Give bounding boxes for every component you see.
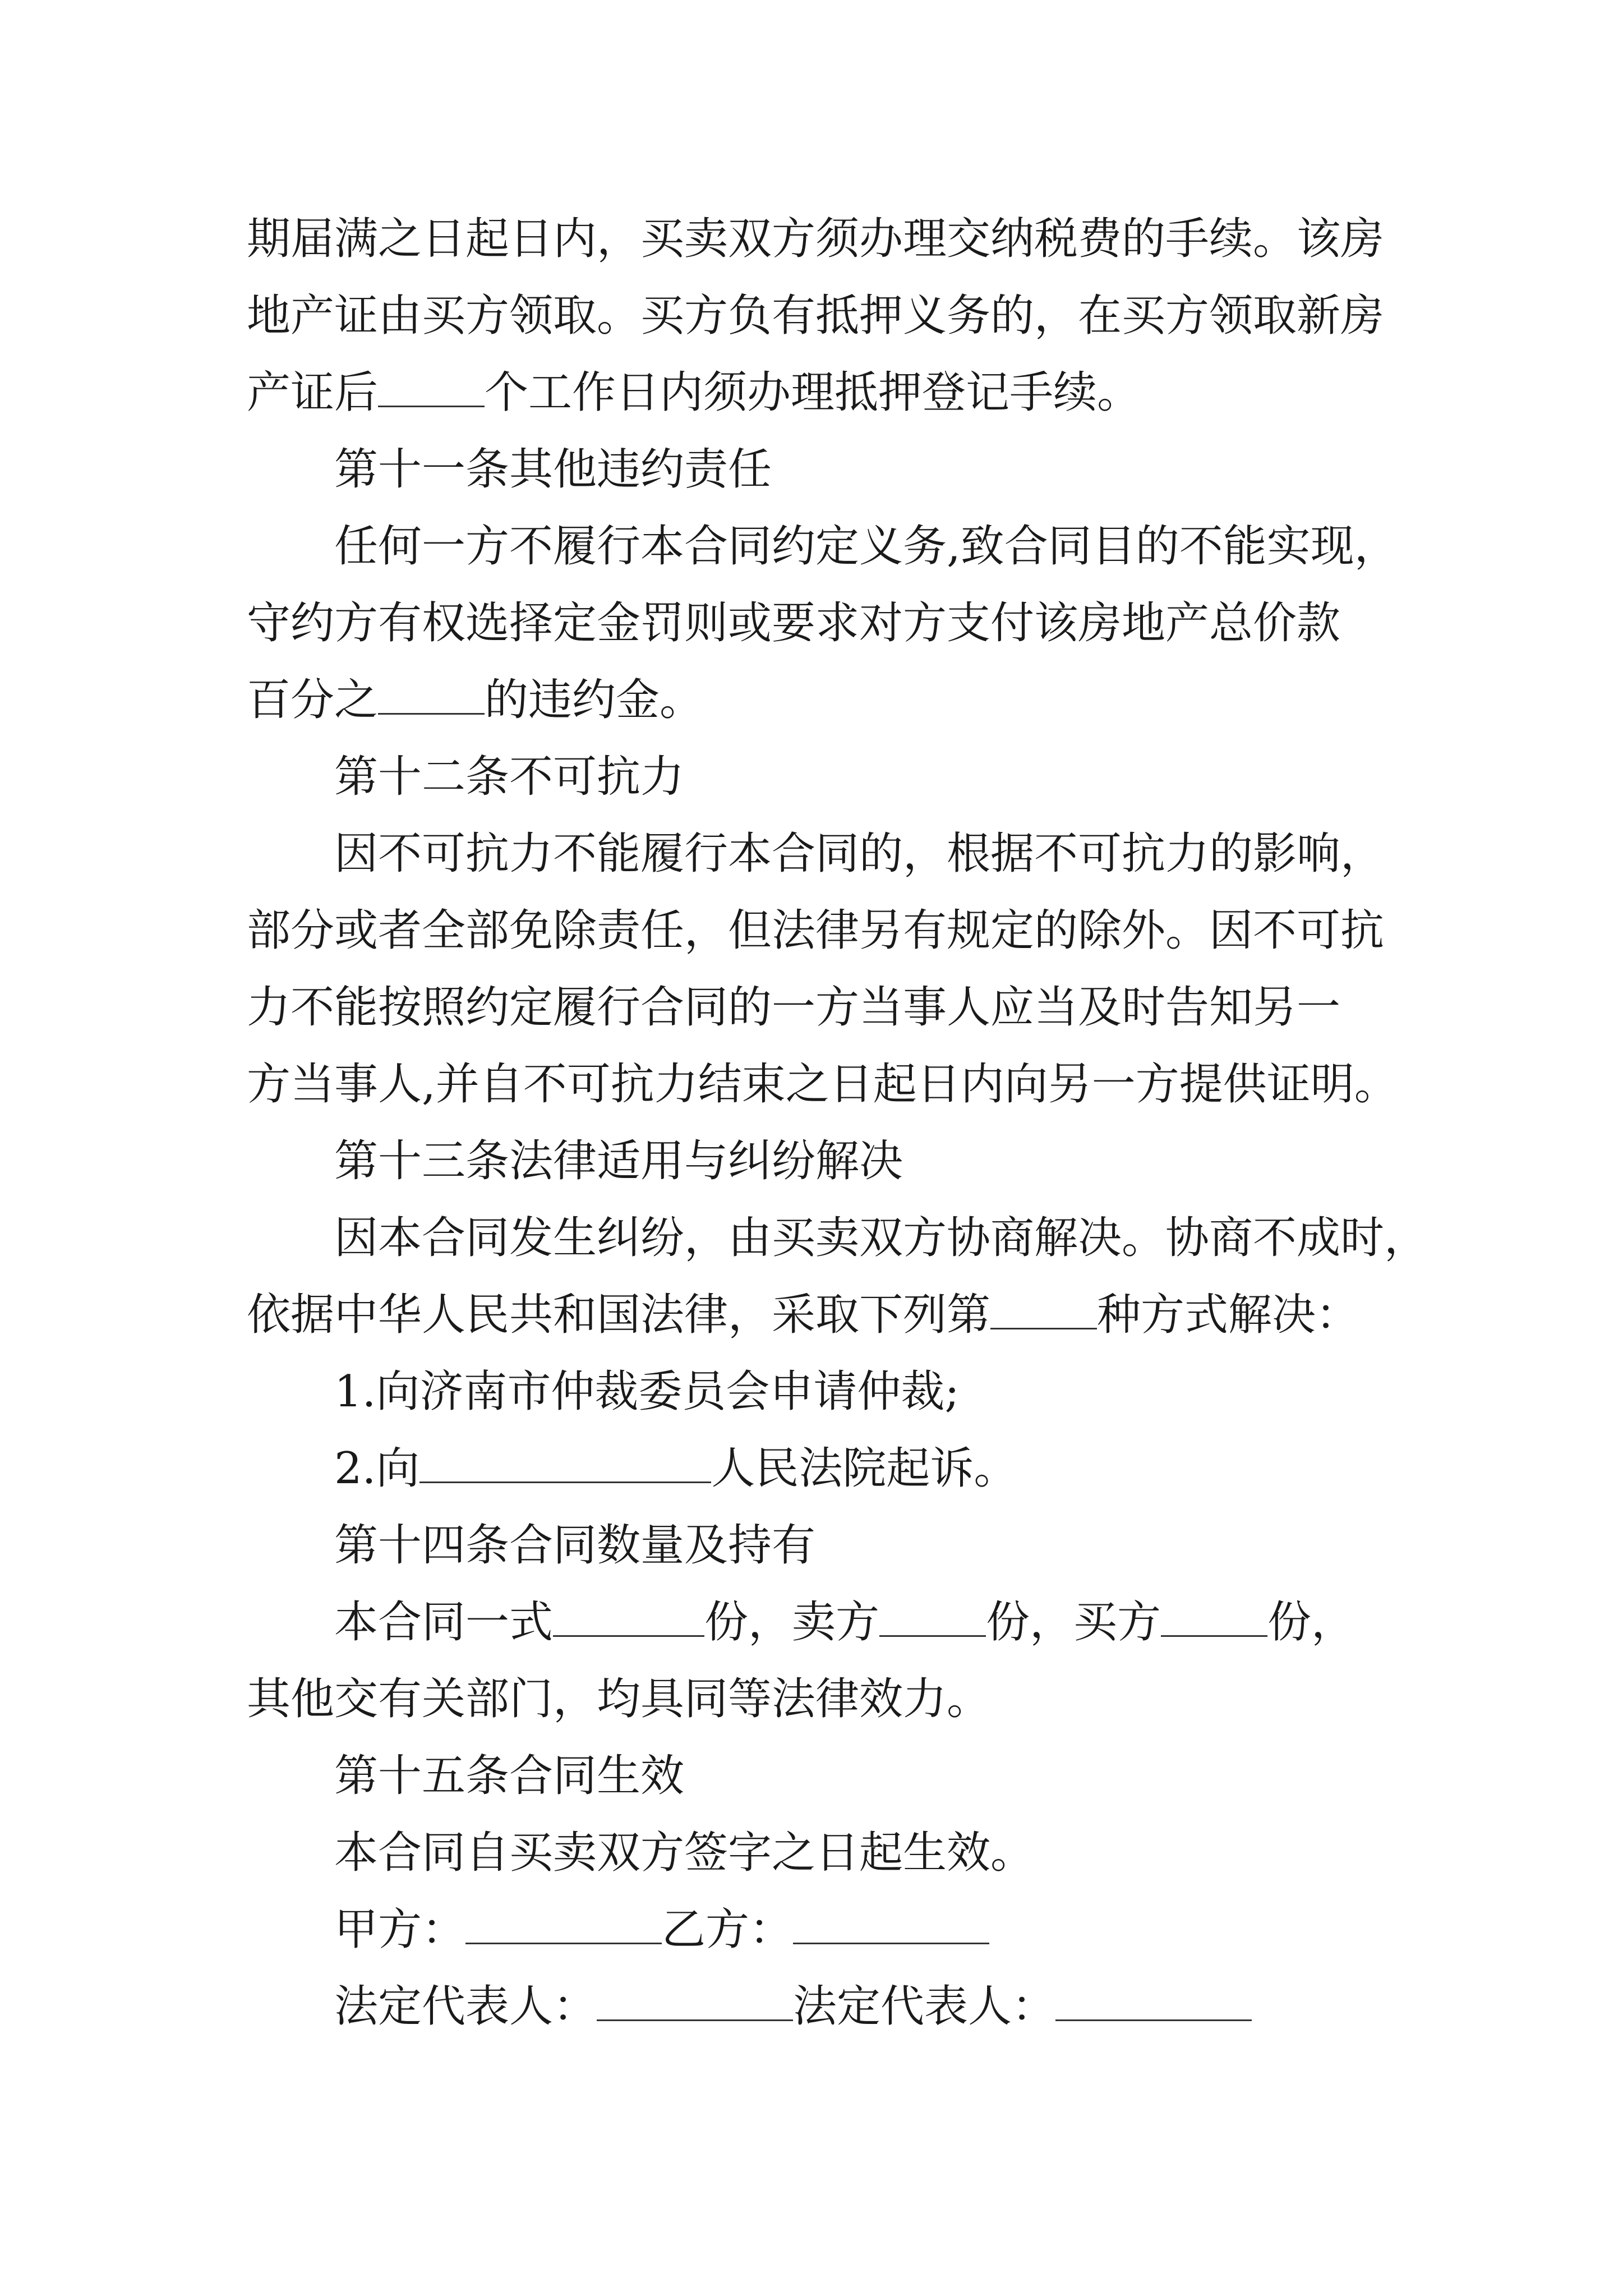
text-segment: 份，买方 xyxy=(986,1597,1161,1648)
text-segment: 方当事人,并自不可抗力结束之日起日内向另一方提供证明。 xyxy=(247,1059,1398,1110)
paragraph-line xyxy=(247,1584,1424,1661)
contract-text xyxy=(247,201,1428,2045)
signature-line xyxy=(247,1968,1424,2045)
text-segment: 份，卖方 xyxy=(704,1597,880,1648)
text-segment: 依据中华人民共和国法律，采取下列第 xyxy=(247,1290,991,1340)
paragraph-line xyxy=(247,816,1424,892)
paragraph-line xyxy=(247,1046,1424,1123)
legal-rep-a-label: 法定代表人： xyxy=(334,1981,597,2032)
heading-text: 第十四条合同数量及持有 xyxy=(334,1520,816,1571)
heading-text: 第十五条合同生效 xyxy=(334,1751,685,1801)
section-heading xyxy=(247,1123,1424,1200)
legal-rep-b-signature-blank xyxy=(1055,1978,1252,2021)
paragraph-line xyxy=(247,662,1424,739)
paragraph-line xyxy=(247,1815,1424,1892)
text-segment: 地产证由买方领取。买方负有抵押义务的，在买方领取新房 xyxy=(247,291,1385,341)
text-segment: 百分之 xyxy=(247,675,379,725)
list-item xyxy=(247,1354,1424,1430)
text-segment: 2.向 xyxy=(334,1443,420,1494)
section-heading xyxy=(247,1507,1424,1584)
text-segment: 个工作日内须办理抵押登记手续。 xyxy=(485,367,1141,418)
blank-field xyxy=(378,364,485,407)
text-segment: 部分或者全部免除责任，但法律另有规定的除外。因不可抗 xyxy=(247,905,1385,956)
blank-field xyxy=(378,671,485,715)
text-segment: 力不能按照约定履行合同的一方当事人应当及时告知另一 xyxy=(247,982,1341,1033)
paragraph-line xyxy=(247,1277,1424,1354)
paragraph-line xyxy=(247,201,1424,278)
paragraph-line xyxy=(247,355,1424,431)
heading-text: 第十二条不可抗力 xyxy=(334,752,685,802)
legal-rep-a-signature-blank xyxy=(597,1978,793,2021)
heading-text: 第十一条其他违约责任 xyxy=(334,444,772,495)
paragraph-line xyxy=(247,969,1424,1046)
paragraph-line xyxy=(247,1200,1428,1277)
blank-field xyxy=(419,1440,711,1483)
text-segment: 份， xyxy=(1267,1597,1355,1648)
party-a-signature-blank xyxy=(465,1901,662,1944)
text-segment: 的违约金。 xyxy=(485,675,704,725)
blank-field xyxy=(879,1594,986,1637)
signature-line xyxy=(247,1892,1424,1968)
legal-rep-b-label: 法定代表人： xyxy=(793,1981,1056,2032)
list-item xyxy=(247,1430,1424,1507)
party-b-label: 乙方： xyxy=(662,1904,794,1955)
text-segment: 因不可抗力不能履行本合同的，根据不可抗力的影响， xyxy=(334,829,1385,879)
blank-field xyxy=(553,1594,704,1637)
blank-field xyxy=(1161,1594,1267,1637)
text-segment: 人民法院起诉。 xyxy=(711,1443,1018,1494)
text-segment: 任何一方不履行本合同约定义务,致合同目的不能实现， xyxy=(334,521,1398,572)
party-b-signature-blank xyxy=(793,1901,989,1944)
paragraph-line xyxy=(247,585,1424,662)
section-heading xyxy=(247,739,1424,816)
text-segment: 产证后 xyxy=(247,367,379,418)
text-segment: 本合同一式 xyxy=(334,1597,554,1648)
paragraph-line xyxy=(247,1661,1424,1738)
text-segment: 期届满之日起日内，买卖双方须办理交纳税费的手续。该房 xyxy=(247,214,1385,264)
party-a-label: 甲方： xyxy=(334,1904,466,1955)
text-segment: 其他交有关部门，均具同等法律效力。 xyxy=(247,1674,991,1724)
section-heading xyxy=(247,1738,1424,1815)
heading-text: 第十三条法律适用与纠纷解决 xyxy=(334,1136,903,1186)
paragraph-line xyxy=(247,278,1424,355)
blank-field xyxy=(990,1286,1097,1329)
paragraph-line xyxy=(247,508,1424,585)
paragraph-line xyxy=(247,892,1424,969)
text-segment: 因本合同发生纠纷，由买卖双方协商解决。协商不成时， xyxy=(334,1213,1428,1263)
text-segment: 1.向济南市仲裁委员会申请仲裁; xyxy=(334,1366,960,1417)
section-heading xyxy=(247,431,1424,508)
text-segment: 本合同自买卖双方签字之日起生效。 xyxy=(334,1828,1035,1878)
text-segment: 种方式解决： xyxy=(1097,1290,1360,1340)
text-segment: 守约方有权选择定金罚则或要求对方支付该房地产总价款 xyxy=(247,598,1341,648)
